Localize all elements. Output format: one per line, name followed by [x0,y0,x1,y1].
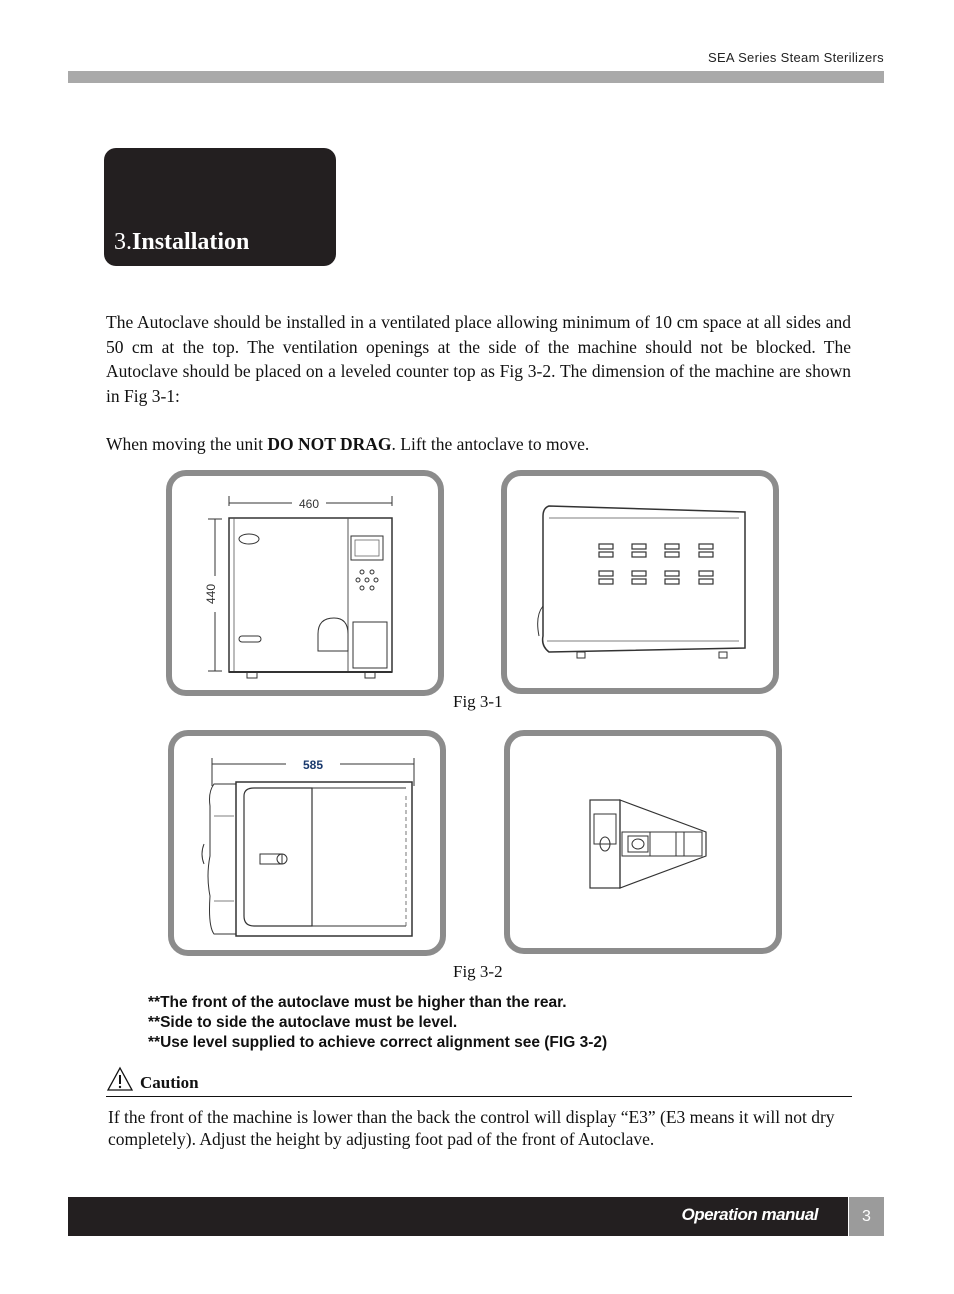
footer-label: Operation manual [681,1205,818,1224]
top-view-panel [168,730,446,956]
header-title: SEA Series Steam Sterilizers [707,50,884,65]
warning-triangle-icon [106,1066,134,1092]
section-title-text: Installation [132,229,250,255]
top-view-drawing [174,736,440,950]
do-not-drag-text: DO NOT DRAG [267,434,392,454]
dimension-depth-label: 585 [302,758,324,772]
moving-paragraph [106,432,851,457]
level-panel [504,730,782,954]
dimension-height-label: 440 [204,583,218,605]
dimension-width-label: 460 [298,497,320,511]
front-view-panel [166,470,444,696]
note-item: **Use level supplied to achieve correct alignment see (FIG 3-2) [148,1034,608,1051]
front-view-drawing [172,476,438,690]
section-heading-box [104,148,336,266]
intro-paragraph: The Autoclave should be installed in a ventilated place allowing minimum of 10 cm space at all sides and 50 cm at the top. The ventilation openings at the side of the machine should not be blocked. The Autoclave should be placed on a leveled counter top as Fig 3-2. The dimension of the machine are shown in Fig 3-1: [106,312,851,406]
caution-text: If the front of the machine is lower than the back the control will display “E3” (E3 means it will not dry completely). Adjust the height by adjusting foot pad of the front of Autoclave. [108,1107,835,1149]
level-drawing [510,736,776,948]
note-item: **The front of the autoclave must be higher than the rear. [148,994,567,1011]
fig1-caption: Fig 3-1 [453,692,503,711]
footer-bar [68,1197,848,1236]
side-view-panel [501,470,779,694]
section-title [114,229,249,256]
header-bar [68,71,884,83]
page-number-box [849,1197,884,1236]
page-number: 3 [862,1208,871,1225]
side-view-drawing [507,476,773,688]
moving-text-prefix: When moving the unit [106,434,268,454]
caution-label: Caution [140,1073,199,1092]
note-item: **Side to side the autoclave must be level. [148,1014,458,1031]
fig2-caption: Fig 3-2 [453,962,503,981]
section-number: 3. [114,229,132,255]
alignment-notes [148,993,607,1053]
caution-heading [106,1066,852,1097]
moving-text-suffix: . Lift the antoclave to move. [391,434,590,454]
